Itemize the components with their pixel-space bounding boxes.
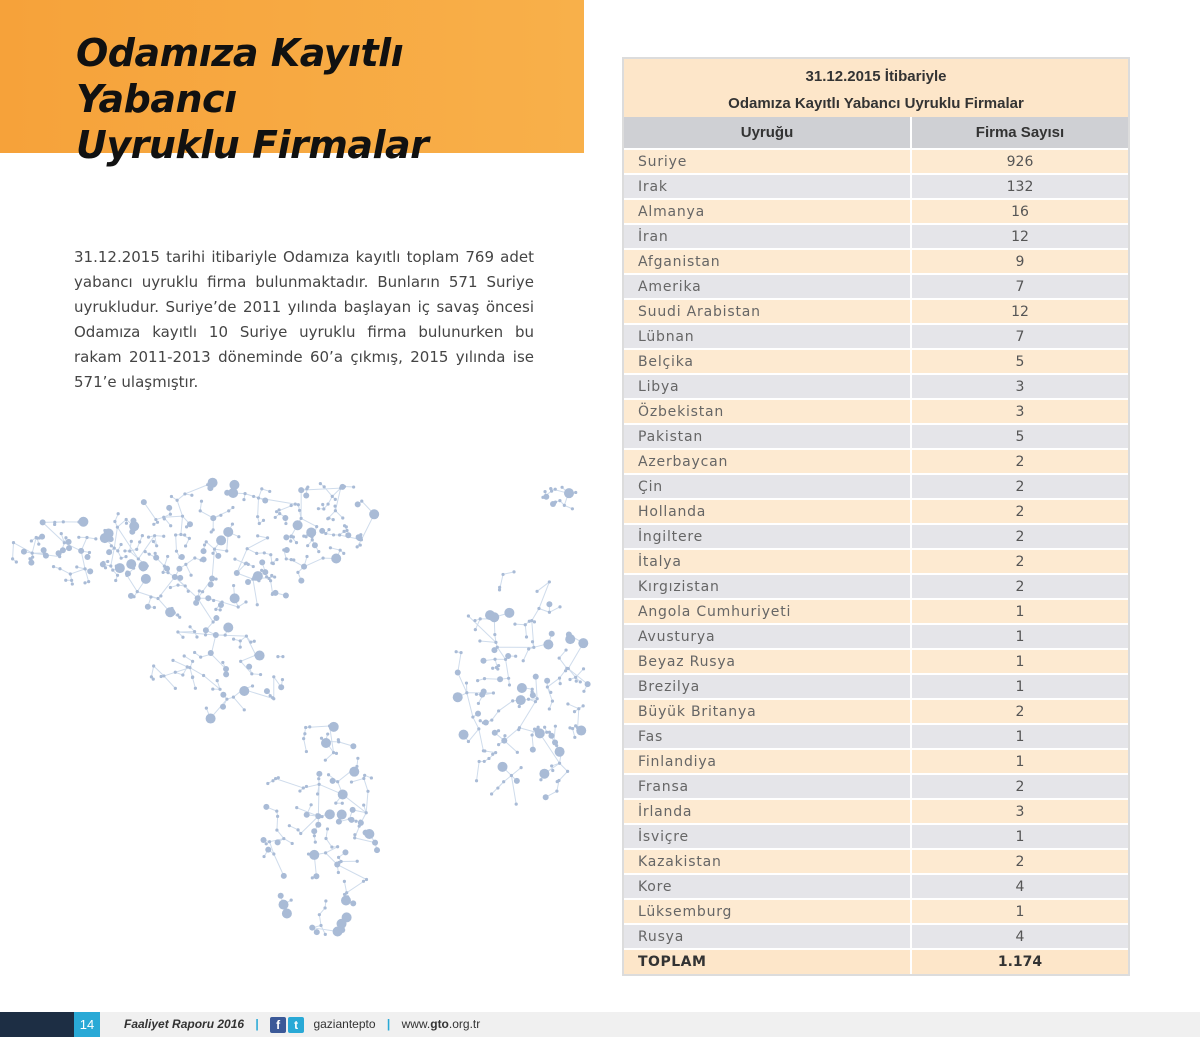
country-cell: İngiltere — [624, 524, 911, 549]
website-link[interactable]: www.gto.org.tr — [401, 1017, 481, 1031]
country-cell: Çin — [624, 474, 911, 499]
table-row — [624, 599, 1128, 624]
facebook-icon[interactable]: f — [270, 1017, 286, 1033]
table-row — [624, 924, 1128, 949]
table-row — [624, 624, 1128, 649]
table-row — [624, 899, 1128, 924]
count-cell: 5 — [911, 349, 1128, 374]
total-value: 1.174 — [911, 949, 1128, 974]
count-cell: 12 — [911, 299, 1128, 324]
table-row — [624, 674, 1128, 699]
table-row — [624, 824, 1128, 849]
country-cell: Beyaz Rusya — [624, 649, 911, 674]
country-cell: Belçika — [624, 349, 911, 374]
country-cell: Brezilya — [624, 674, 911, 699]
count-cell: 3 — [911, 799, 1128, 824]
count-cell: 2 — [911, 849, 1128, 874]
intro-paragraph: 31.12.2015 tarihi itibariyle Odamıza kayıtlı toplam 769 adet yabancı uyruklu firma bulunmaktadır. Bunların 571 Suriye uyrukludur. Suriye’de 2011 yılında başlayan iç savaş öncesi Odamıza kayıtlı 10 Suriye uyruklu firma bulunurken bu rakam 2011-2013 döneminde 60’a çıkmış, 2015 yılında ise 571’e ulaşmıştır. — [74, 248, 534, 391]
table-row — [624, 424, 1128, 449]
table-row — [624, 274, 1128, 299]
count-cell: 1 — [911, 674, 1128, 699]
page-title — [76, 30, 576, 168]
table-row — [624, 224, 1128, 249]
count-cell: 1 — [911, 624, 1128, 649]
country-cell: Kore — [624, 874, 911, 899]
count-cell: 9 — [911, 249, 1128, 274]
table-row — [624, 524, 1128, 549]
footer-separator: | — [255, 1017, 259, 1031]
footer-separator-2: | — [386, 1017, 391, 1031]
count-cell: 2 — [911, 474, 1128, 499]
country-cell: Büyük Britanya — [624, 699, 911, 724]
count-cell: 1 — [911, 599, 1128, 624]
table-row — [624, 874, 1128, 899]
report-name: Faaliyet Raporu 2016 — [124, 1017, 245, 1031]
table-row — [624, 749, 1128, 774]
count-cell: 4 — [911, 924, 1128, 949]
table-row — [624, 324, 1128, 349]
country-cell: Fas — [624, 724, 911, 749]
page-number: 14 — [74, 1012, 100, 1037]
country-cell: Almanya — [624, 199, 911, 224]
country-cell: Azerbaycan — [624, 449, 911, 474]
page-title-line1: Odamıza Kayıtlı Yabancı — [76, 31, 404, 121]
table-caption-line1: 31.12.2015 İtibariyle — [624, 59, 1128, 90]
count-cell: 2 — [911, 524, 1128, 549]
world-map-illustration — [0, 440, 660, 980]
table-row — [624, 549, 1128, 574]
count-cell: 3 — [911, 374, 1128, 399]
table-caption-line2: Odamıza Kayıtlı Yabancı Uyruklu Firmalar — [624, 90, 1128, 117]
table-row — [624, 149, 1128, 174]
country-cell: Suudi Arabistan — [624, 299, 911, 324]
country-cell: Özbekistan — [624, 399, 911, 424]
country-cell: Afganistan — [624, 249, 911, 274]
table-row — [624, 699, 1128, 724]
country-cell: İsviçre — [624, 824, 911, 849]
table-row — [624, 649, 1128, 674]
country-cell: Angola Cumhuriyeti — [624, 599, 911, 624]
table-row — [624, 374, 1128, 399]
footer-info — [124, 1012, 480, 1037]
count-cell: 1 — [911, 824, 1128, 849]
table-row — [624, 199, 1128, 224]
country-cell: Suriye — [624, 149, 911, 174]
count-cell: 1 — [911, 724, 1128, 749]
page-footer — [0, 1012, 1200, 1037]
country-cell: Lübnan — [624, 324, 911, 349]
count-cell: 926 — [911, 149, 1128, 174]
count-cell: 7 — [911, 274, 1128, 299]
count-cell: 2 — [911, 699, 1128, 724]
country-cell: Finlandiya — [624, 749, 911, 774]
table-row — [624, 799, 1128, 824]
country-cell: Kırgızistan — [624, 574, 911, 599]
country-cell: Irak — [624, 174, 911, 199]
title-banner — [0, 0, 584, 167]
count-cell: 12 — [911, 224, 1128, 249]
country-cell: Amerika — [624, 274, 911, 299]
footer-dark-block — [0, 1012, 74, 1037]
country-cell: Lüksemburg — [624, 899, 911, 924]
table-row — [624, 174, 1128, 199]
table-row — [624, 849, 1128, 874]
count-cell: 5 — [911, 424, 1128, 449]
country-cell: İtalya — [624, 549, 911, 574]
table-row — [624, 499, 1128, 524]
country-cell: Rusya — [624, 924, 911, 949]
count-cell: 2 — [911, 774, 1128, 799]
count-cell: 2 — [911, 449, 1128, 474]
table-row — [624, 574, 1128, 599]
twitter-icon[interactable]: t — [288, 1017, 304, 1033]
foreign-firms-table — [622, 57, 1130, 976]
country-cell: Hollanda — [624, 499, 911, 524]
country-cell: Kazakistan — [624, 849, 911, 874]
count-cell: 132 — [911, 174, 1128, 199]
table-row — [624, 399, 1128, 424]
country-cell: İrlanda — [624, 799, 911, 824]
count-cell: 2 — [911, 549, 1128, 574]
column-header-count: Firma Sayısı — [911, 117, 1128, 149]
count-cell: 1 — [911, 749, 1128, 774]
count-cell: 4 — [911, 874, 1128, 899]
count-cell: 2 — [911, 499, 1128, 524]
total-row — [624, 949, 1128, 974]
country-cell: Avusturya — [624, 624, 911, 649]
count-cell: 1 — [911, 899, 1128, 924]
table-row — [624, 349, 1128, 374]
country-cell: Fransa — [624, 774, 911, 799]
count-cell: 2 — [911, 574, 1128, 599]
count-cell: 7 — [911, 324, 1128, 349]
column-header-country: Uyruğu — [624, 117, 911, 149]
country-cell: İran — [624, 224, 911, 249]
table-row — [624, 474, 1128, 499]
count-cell: 16 — [911, 199, 1128, 224]
total-label: TOPLAM — [624, 949, 911, 974]
table-row — [624, 449, 1128, 474]
social-handle[interactable]: gaziantepto — [313, 1017, 376, 1031]
page-title-line2: Uyruklu Firmalar — [76, 123, 429, 167]
count-cell: 3 — [911, 399, 1128, 424]
country-cell: Libya — [624, 374, 911, 399]
table-row — [624, 249, 1128, 274]
count-cell: 1 — [911, 649, 1128, 674]
table-row — [624, 724, 1128, 749]
table-row — [624, 774, 1128, 799]
table-row — [624, 299, 1128, 324]
country-cell: Pakistan — [624, 424, 911, 449]
